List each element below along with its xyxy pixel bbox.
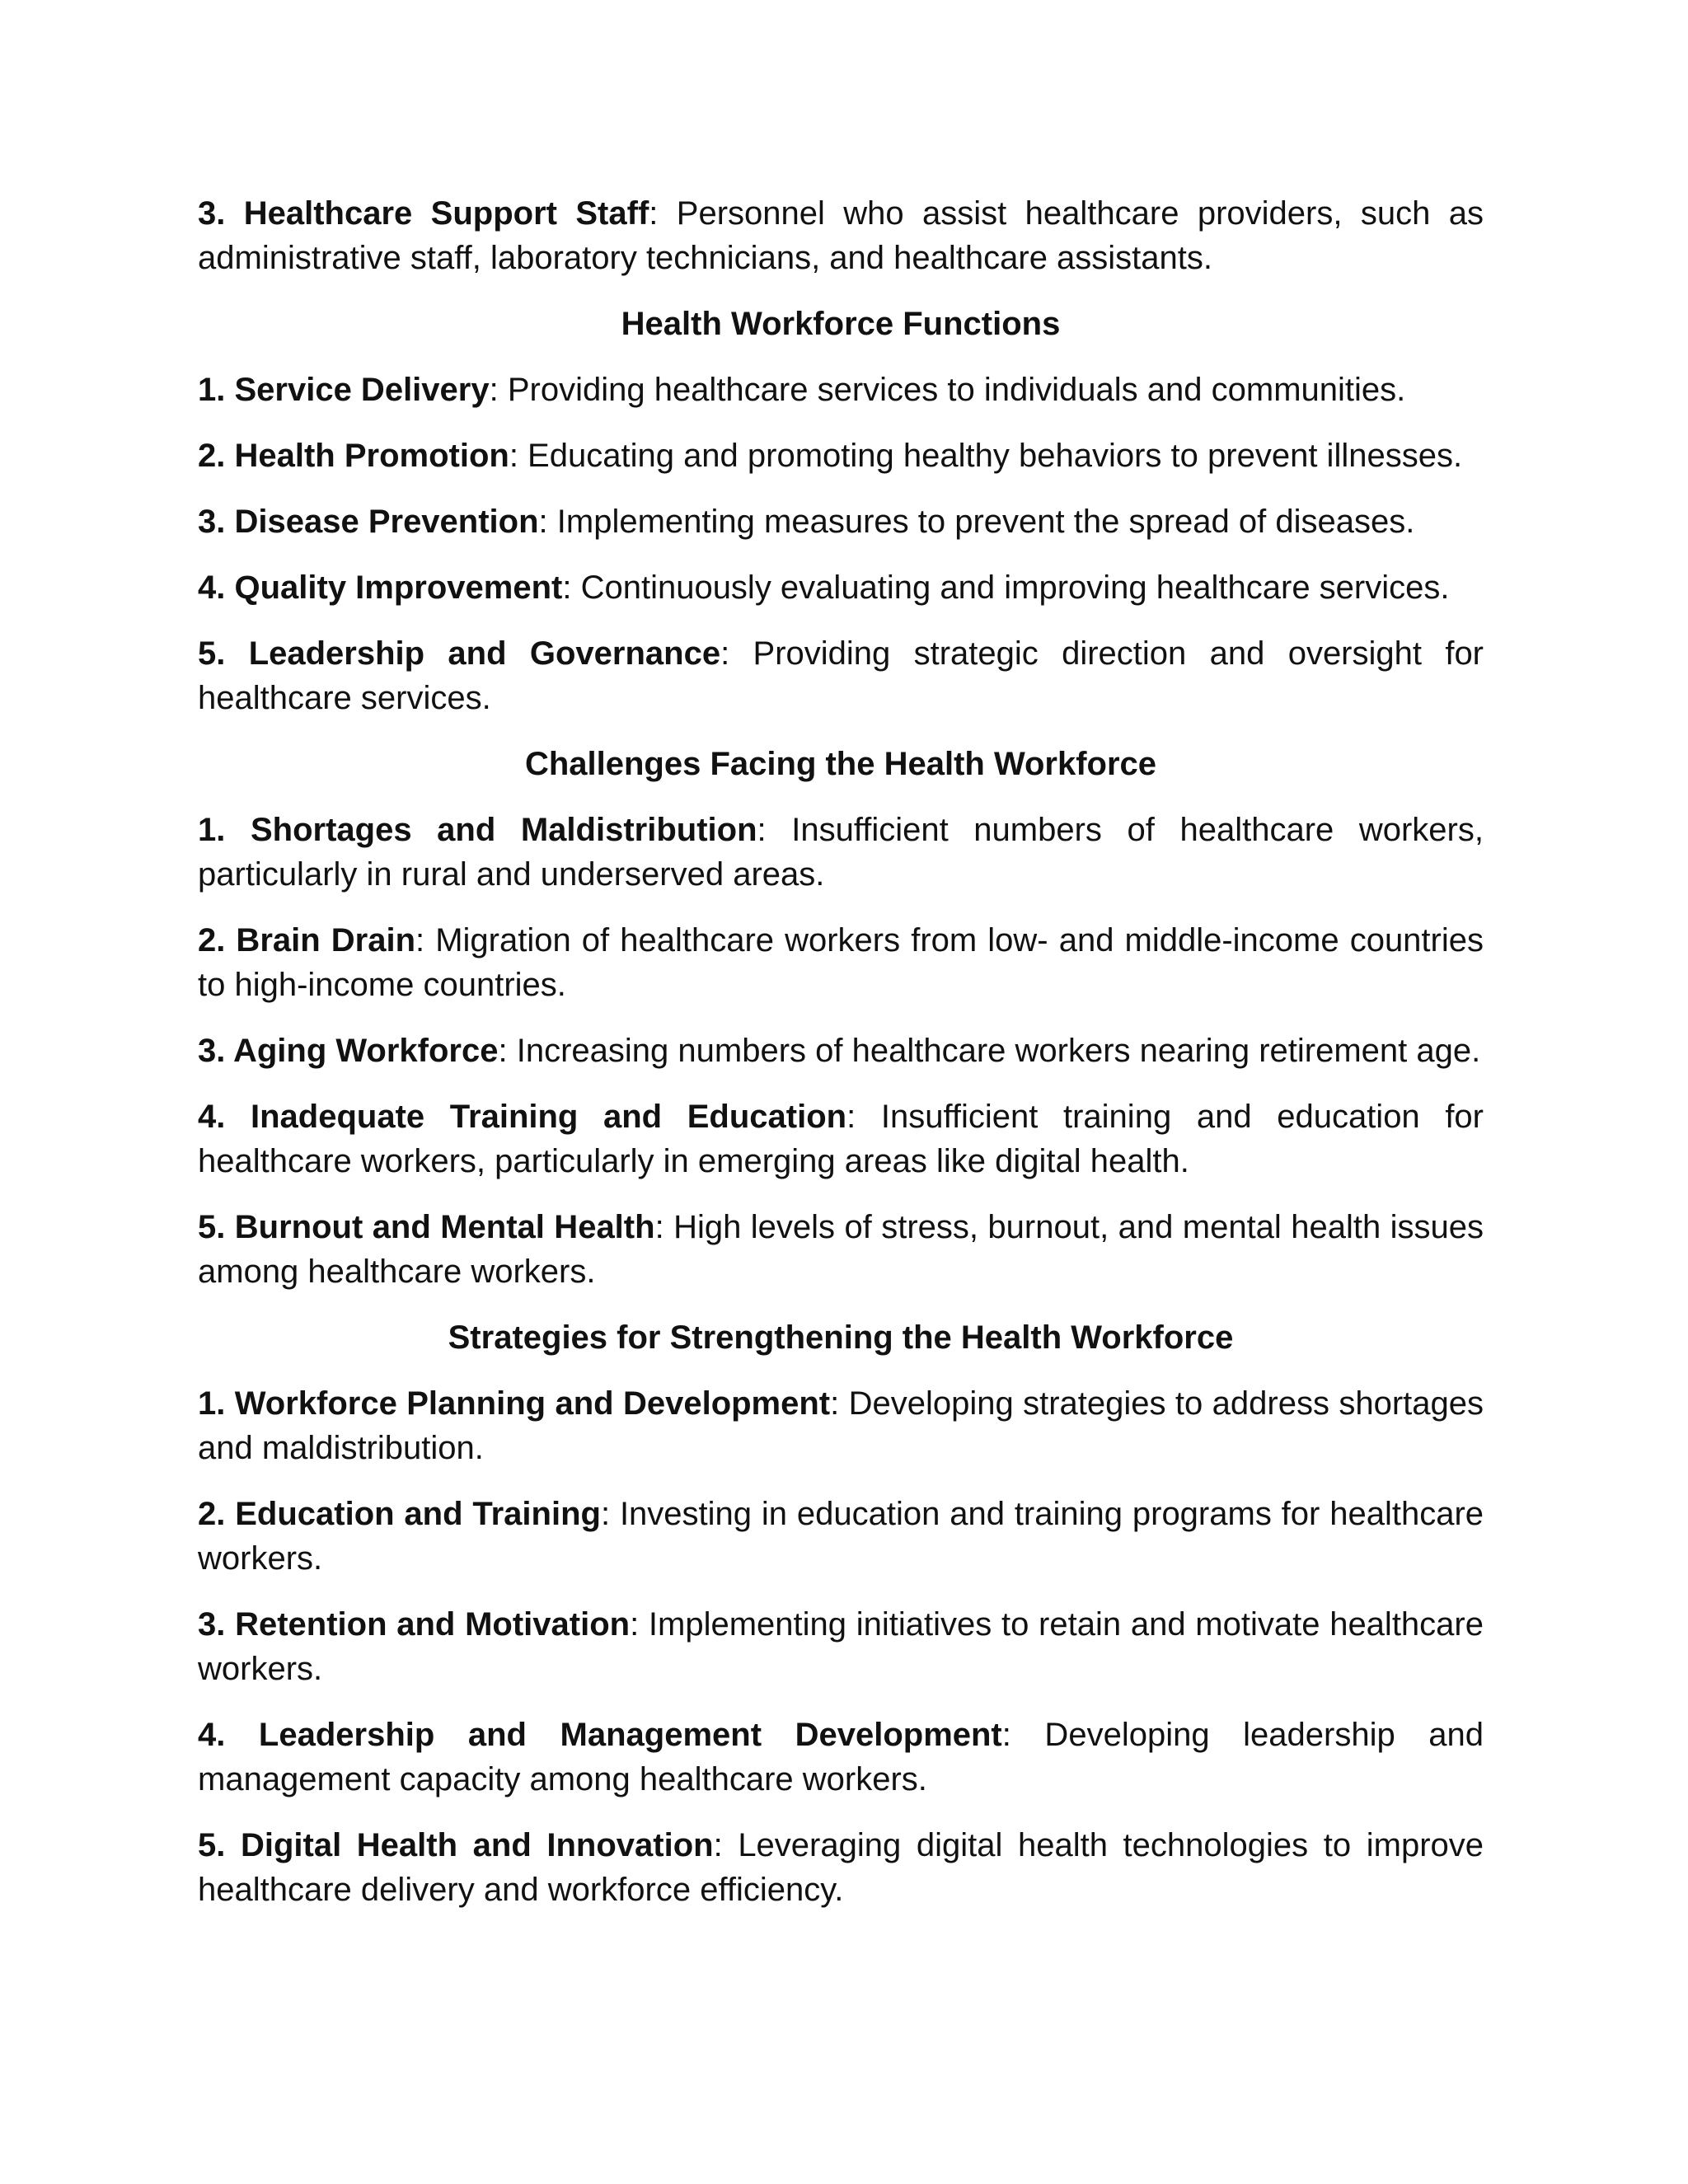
list-item [198, 1094, 1484, 1183]
list-item [198, 499, 1484, 544]
item-text: : Developing strategies to address shortages and maldistribution. [198, 1385, 1484, 1466]
item-lead: 3. Retention and Motivation [198, 1606, 631, 1643]
item-lead: 3. Aging Workforce [198, 1033, 499, 1069]
section-heading: Health Workforce Functions [621, 306, 1061, 342]
item-lead: 3. Healthcare Support Staff [198, 195, 649, 232]
item-lead: 5. Digital Health and Innovation [198, 1827, 714, 1863]
item-lead: 1. Service Delivery [198, 372, 490, 408]
item-text: : Leveraging digital health technologies to improve healthcare delivery and workforce efficiency. [198, 1827, 1484, 1908]
item-lead: 2. Brain Drain [198, 922, 416, 958]
item-text: : Increasing numbers of healthcare workers nearing retirement age. [498, 1033, 1481, 1069]
item-text: : High levels of stress, burnout, and mental health issues among healthcare workers. [198, 1209, 1484, 1290]
document-page [198, 191, 1484, 1933]
item-text: : Investing in education and training programs for healthcare workers. [198, 1496, 1484, 1577]
intro-paragraph [198, 191, 1484, 280]
list-item [198, 918, 1484, 1007]
item-text: : Developing leadership and management capacity among healthcare workers. [198, 1717, 1484, 1797]
item-text: : Providing strategic direction and oversight for healthcare services. [198, 635, 1484, 716]
list-item [198, 808, 1484, 897]
item-text: : Insufficient numbers of healthcare workers, particularly in rural and underserved areas. [198, 812, 1484, 893]
item-lead: 4. Leadership and Management Development [198, 1717, 1002, 1753]
item-text: : Personnel who assist healthcare providers, such as administrative staff, laboratory technicians, and healthcare assistants. [198, 195, 1484, 276]
list-item [198, 1381, 1484, 1470]
item-text: : Implementing measures to prevent the spread of diseases. [538, 504, 1415, 540]
list-item [198, 565, 1484, 610]
item-lead: 2. Education and Training [198, 1496, 601, 1532]
item-lead: 1. Workforce Planning and Development [198, 1385, 831, 1422]
section-heading: Challenges Facing the Health Workforce [524, 746, 1157, 782]
item-lead: 4. Quality Improvement [198, 569, 563, 606]
item-lead: 1. Shortages and Maldistribution [198, 812, 757, 848]
list-item [198, 1713, 1484, 1802]
item-text: : Migration of healthcare workers from low- and middle-income countries to high-income countries. [198, 922, 1484, 1003]
item-lead: 3. Disease Prevention [198, 504, 539, 540]
item-text: : Educating and promoting healthy behaviors to prevent illnesses. [509, 438, 1463, 474]
list-item [198, 1602, 1484, 1691]
item-text: : Insufficient training and education for healthcare workers, particularly in emerging areas like digital health. [198, 1099, 1484, 1179]
list-item [198, 1492, 1484, 1581]
list-item [198, 368, 1484, 412]
list-item [198, 434, 1484, 478]
list-item [198, 631, 1484, 720]
item-text: : Providing healthcare services to individuals and communities. [489, 372, 1406, 408]
item-text: : Continuously evaluating and improving healthcare services. [562, 569, 1450, 606]
item-lead: 5. Burnout and Mental Health [198, 1209, 655, 1245]
list-item [198, 1205, 1484, 1294]
item-text: : Implementing initiatives to retain and motivate healthcare workers. [198, 1606, 1484, 1687]
section-heading: Strategies for Strengthening the Health Workforce [448, 1319, 1234, 1356]
item-lead: 5. Leadership and Governance [198, 635, 721, 672]
list-item [198, 1823, 1484, 1912]
list-item [198, 1029, 1484, 1073]
item-lead: 2. Health Promotion [198, 438, 509, 474]
item-lead: 4. Inadequate Training and Education [198, 1099, 847, 1135]
